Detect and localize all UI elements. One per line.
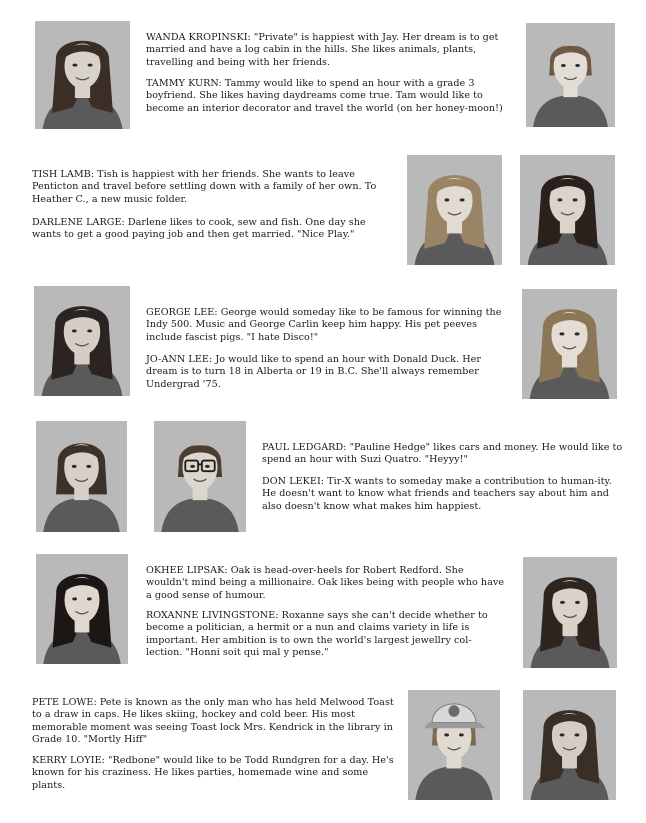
bio-darlene-large: DARLENE LARGE: Darlene likes to cook, sew and fish. One day she wants to get a good paying job and then get married. "Nice Play." (32, 217, 366, 241)
portrait-photo-don-lekei (154, 421, 246, 532)
portrait-photo-darlene-large (520, 155, 615, 265)
bio-tish-lamb: TISH LAMB: Tish is happiest with her friends. She wants to leave Penticton and travel before settling down with a family of her own. To Heather C., a new music folder. (32, 169, 377, 205)
portrait-photo-paul-ledgard (36, 421, 127, 532)
portrait-photo-wanda-kropinski (35, 21, 130, 129)
bio-okhee-lipsak: OKHEE LIPSAK: Oak is head-over-heels for Robert Redford. She wouldn't mind being a millionaire. Oak likes being with people who have a good sense of humour. (146, 565, 505, 601)
portrait-image (520, 155, 615, 265)
portrait-image (526, 23, 615, 127)
portrait-image (522, 289, 617, 399)
portrait-photo-kerry-loyie (523, 690, 616, 800)
portrait-image (36, 421, 127, 532)
bio-roxanne-livingstone: ROXANNE LIVINGSTONE: Roxanne says she can't decide whether to become a politician, a hermit or a nun and claims variety in life is important. Her ambition is to own the world's largest jewellry col-lection. "Honni soit qui mal y pense." (146, 610, 488, 659)
bio-jo-ann-lee: JO-ANN LEE: Jo would like to spend an hour with Donald Duck. Her dream is to turn 18 in Alberta or 19 in B.C. She'll always remember Undergrad '75. (146, 354, 481, 390)
bio-wanda-kropinski: WANDA KROPINSKI: "Private" is happiest with Jay. Her dream is to get married and have a log cabin in the hills. She likes animals, plants, travelling and being with her friends. (146, 32, 499, 68)
portrait-image (34, 286, 130, 396)
portrait-photo-george-lee (34, 286, 130, 396)
portrait-image (523, 690, 616, 800)
portrait-image (154, 421, 246, 532)
portrait-photo-tammy-kurn (526, 23, 615, 127)
portrait-image (35, 21, 130, 129)
bio-kerry-loyie: KERRY LOYIE: "Redbone" would like to be Todd Rundgren for a day. He's known for his craziness. He likes parties, homemade wine and some plants. (32, 755, 394, 791)
portrait-photo-okhee-lipsak (36, 554, 128, 664)
portrait-photo-pete-lowe (408, 690, 500, 800)
portrait-image (523, 557, 617, 668)
portrait-image (407, 155, 502, 265)
portrait-photo-jo-ann-lee (522, 289, 617, 399)
bio-tammy-kurn: TAMMY KURN: Tammy would like to spend an hour with a grade 3 boyfriend. She likes having daydreams come true. Tam would like to become an interior decorator and travel the world (on her honey-moon!) (146, 78, 503, 114)
bio-paul-ledgard: PAUL LEDGARD: "Pauline Hedge" likes cars and money. He would like to spend an hour with Suzi Quatro. "Heyyy!" (262, 442, 623, 466)
bio-don-lekei: DON LEKEI: Tir-X wants to someday make a contribution to human-ity. He doesn't want to know what friends and teachers say about him and also doesn't know what makes him happiest. (262, 476, 612, 512)
portrait-image (36, 554, 128, 664)
portrait-photo-tish-lamb (407, 155, 502, 265)
bio-pete-lowe: PETE LOWE: Pete is known as the only man who has held Melwood Toast to a draw in caps. He likes skiing, hockey and cold beer. His most memorable moment was seeing Toast lock Mrs. Kendrick in the library in Grade 10. "Mortly Hiff" (32, 697, 394, 746)
portrait-image (408, 690, 500, 800)
bio-george-lee: GEORGE LEE: George would someday like to be famous for winning the Indy 500. Music and George Carlin keep him happy. His pet peeves include fascist pigs. "I hate Disco!" (146, 307, 502, 343)
portrait-photo-roxanne-livingstone (523, 557, 617, 668)
